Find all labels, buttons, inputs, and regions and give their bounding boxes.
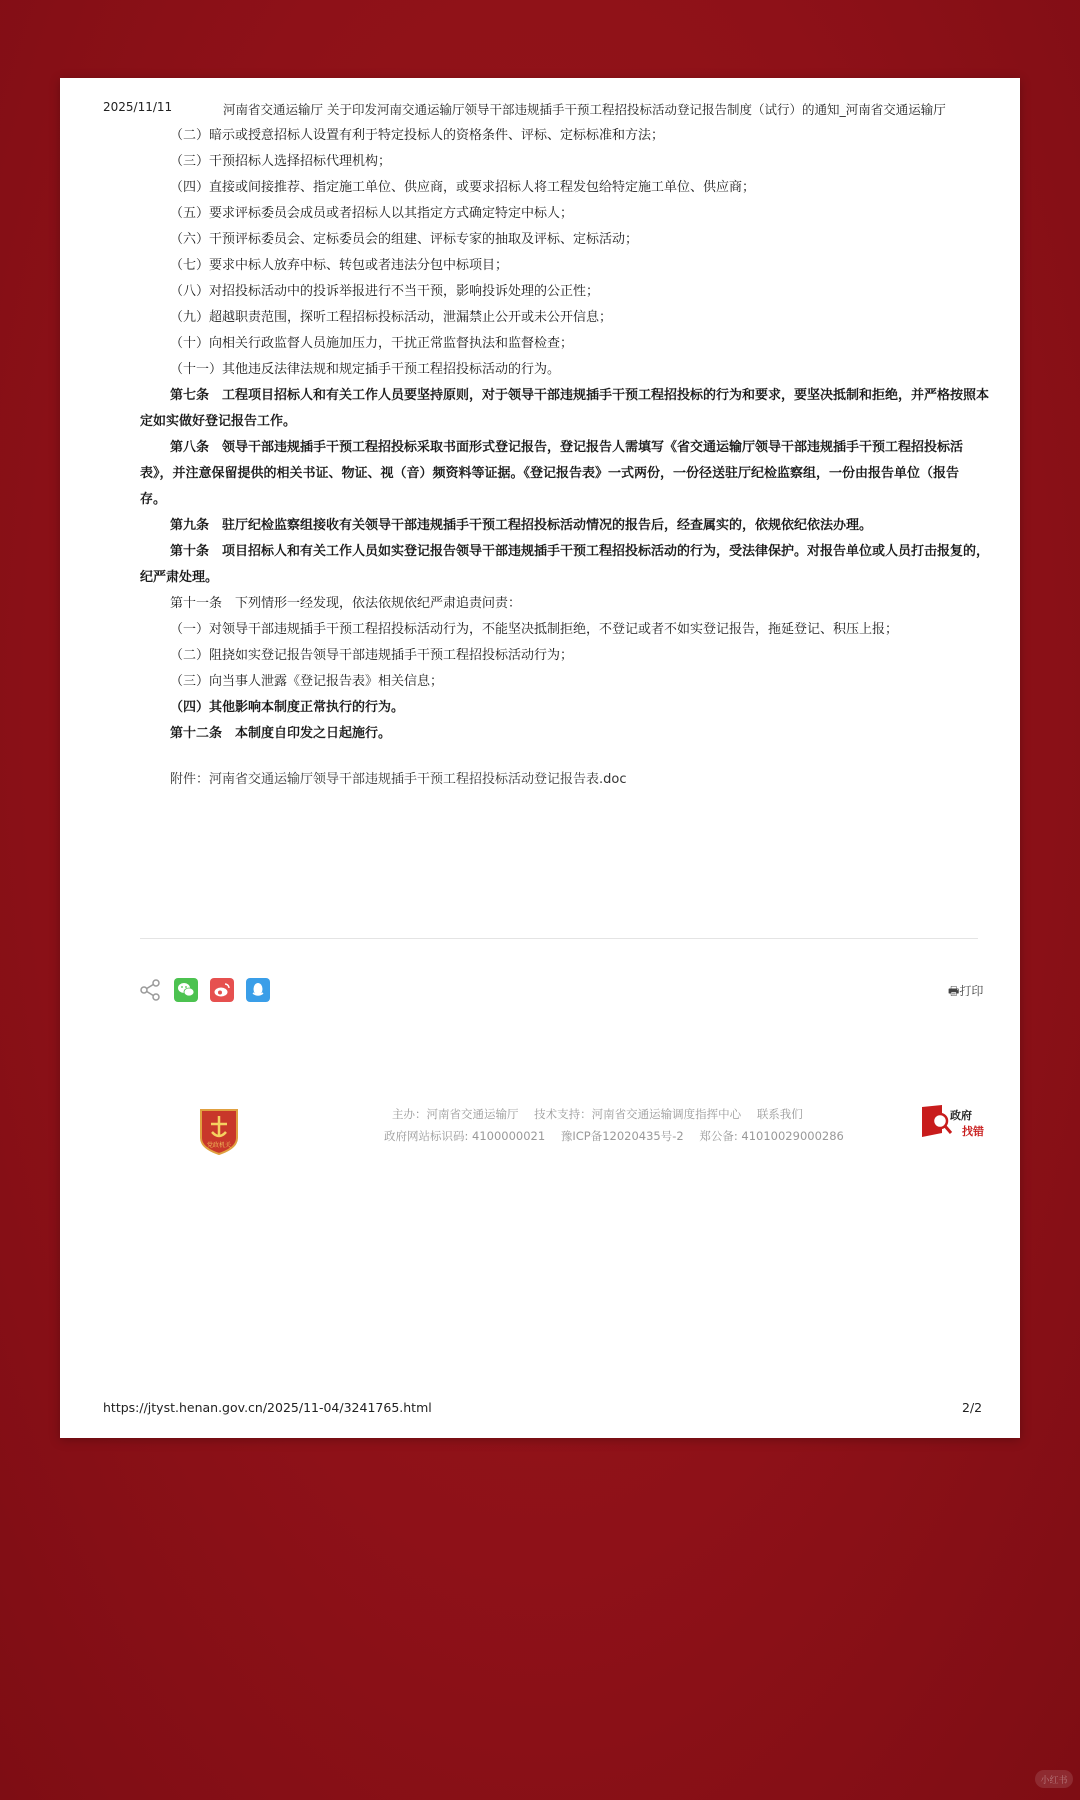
article-7-line-1: 第七条 工程项目招标人和有关工作人员要坚持原则，对于领导干部违规插手干预工程招投标的行为和要求，要坚决抵制和拒绝，并严格按照本 (170, 388, 990, 403)
share-icon (138, 978, 162, 1002)
article-7-line-2: 定如实做好登记报告工作。 (140, 414, 297, 429)
footer-contact-link[interactable]: 联系我们 (756, 1107, 803, 1121)
article-10-line-1: 第十条 项目招标人和有关工作人员如实登记报告领导干部违规插手干预工程招投标活动的行为，受法律保护。对报告单位或人员打击报复的， (170, 544, 990, 559)
weibo-icon (213, 982, 231, 998)
footer-info-line-2 (384, 1128, 856, 1144)
party-logo-icon (197, 1106, 241, 1156)
list-item: （一）对领导干部违规插手干预工程招投标活动行为，不能坚决抵制拒绝，不登记或者不如实登记报告，拖延登记、积压上报； (170, 622, 899, 637)
page-number: 2/2 (962, 1400, 983, 1415)
print-header-title: 河南省交通运输厅 关于印发河南交通运输厅领导干部违规插手干预工程招投标活动登记报告制度（试行）的通知_河南省交通运输厅 (223, 102, 946, 117)
list-item: （六）干预评标委员会、定标委员会的组建、评标专家的抽取及评标、定标活动； (170, 232, 639, 247)
footer-icp-link[interactable]: 豫ICP备12020435号-2 (560, 1129, 684, 1143)
footer-info-line-1 (392, 1106, 815, 1122)
article-12: 第十二条 本制度自印发之日起施行。 (170, 726, 392, 741)
weibo-share-button[interactable] (210, 978, 234, 1002)
logo-text: 党政机关 (206, 1142, 232, 1149)
print-url: https://jtyst.henan.gov.cn/2025/11-04/3241765.html (103, 1400, 432, 1415)
gov-badge-text-2: 找错 (962, 1125, 984, 1138)
article-content (140, 123, 1035, 793)
list-item: （十）向相关行政监督人员施加压力，干扰正常监督执法和监督检查； (170, 336, 574, 351)
print-date: 2025/11/11 (103, 100, 173, 114)
qq-share-button[interactable] (246, 978, 270, 1002)
footer-tech-support: 技术支持：河南省交通运输调度指挥中心 (534, 1107, 742, 1121)
footer-police-record[interactable]: 郑公备: 41010029000286 (699, 1129, 844, 1143)
magnifier-icon (920, 1103, 954, 1141)
wechat-share-button[interactable] (174, 978, 198, 1002)
print-label: 打印 (959, 984, 984, 998)
list-item: （十一）其他违反法律法规和规定插手干预工程招投标活动的行为。 (170, 362, 561, 377)
party-government-logo[interactable] (197, 1106, 241, 1160)
divider (140, 938, 978, 939)
qq-icon (250, 981, 266, 999)
share-bar (138, 978, 282, 1002)
footer-host: 主办：河南省交通运输厅 (392, 1107, 519, 1121)
printer-icon: 🖶 (948, 984, 960, 998)
gov-error-finder-badge[interactable] (920, 1103, 984, 1143)
article-8-line-2: 表》，并注意保留提供的相关书证、物证、视（音）频资料等证据。《登记报告表》一式两份，一份径送驻厅纪检监察组，一份由报告单位（报告 (140, 466, 960, 481)
list-item: （四）直接或间接推荐、指定施工单位、供应商，或要求招标人将工程发包给特定施工单位、供应商； (170, 180, 756, 195)
article-11: 第十一条 下列情形一经发现，依法依规依纪严肃追责问责： (170, 596, 522, 611)
attachment-link[interactable]: 附件：河南省交通运输厅领导干部违规插手干预工程招投标活动登记报告表.doc (170, 772, 627, 787)
article-8-line-1: 第八条 领导干部违规插手干预工程招投标采取书面形式登记报告，登记报告人需填写《省交通运输厅领导干部违规插手干预工程招投标活 (170, 440, 964, 455)
printed-page (60, 78, 1020, 1438)
list-item: （九）超越职责范围，探听工程招标投标活动，泄漏禁止公开或未公开信息； (170, 310, 613, 325)
article-9: 第九条 驻厅纪检监察组接收有关领导干部违规插手干预工程招投标活动情况的报告后，经查属实的，依规依纪依法办理。 (170, 518, 873, 533)
list-item: （三）向当事人泄露《登记报告表》相关信息； (170, 674, 444, 689)
list-item: （四）其他影响本制度正常执行的行为。 (170, 700, 405, 715)
list-item: （五）要求评标委员会成员或者招标人以其指定方式确定特定中标人； (170, 206, 574, 221)
list-item: （二）暗示或授意招标人设置有利于特定投标人的资格条件、评标、定标标准和方法； (170, 128, 665, 143)
list-item: （八）对招投标活动中的投诉举报进行不当干预，影响投诉处理的公正性； (170, 284, 600, 299)
app-watermark: 小红书 (1035, 1770, 1073, 1788)
print-button[interactable] (948, 982, 984, 1003)
wechat-icon (177, 982, 195, 998)
list-item: （二）阻挠如实登记报告领导干部违规插手干预工程招投标活动行为； (170, 648, 574, 663)
footer-site-code: 政府网站标识码: 4100000021 (384, 1129, 546, 1143)
gov-badge-text-1: 政府 (950, 1109, 972, 1122)
list-item: （三）干预招标人选择招标代理机构； (170, 154, 392, 169)
article-8-line-3: 存。 (140, 492, 167, 507)
list-item: （七）要求中标人放弃中标、转包或者违法分包中标项目； (170, 258, 509, 273)
article-10-line-2: 纪严肃处理。 (140, 570, 219, 585)
